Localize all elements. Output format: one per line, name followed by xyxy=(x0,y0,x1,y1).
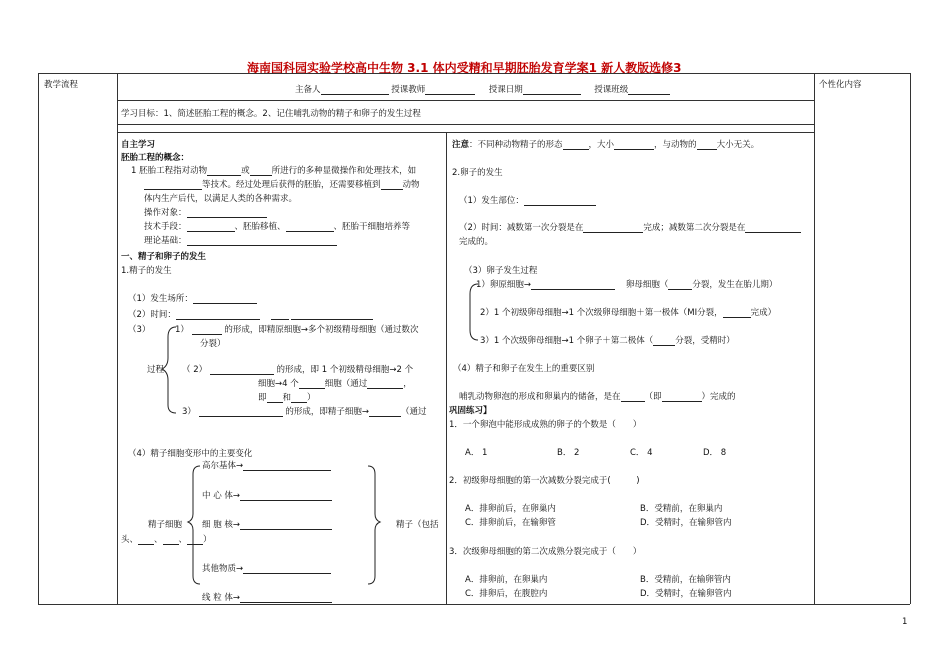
practice-heading: 巩固练习】 xyxy=(449,406,492,416)
text: 、胚胎移植、 xyxy=(234,222,286,232)
egg-process-bracket xyxy=(470,284,478,340)
page-title: 海南国科园实验学校高中生物 3.1 体内受精和早期胚胎发育学案1 新人教版选修3 xyxy=(247,61,682,75)
text: ，与动物的 xyxy=(654,140,697,150)
text: ）完成的 xyxy=(701,392,736,402)
text: 即 xyxy=(258,393,267,403)
text: 和 xyxy=(282,393,292,403)
text: （2）时间：减数第一次分裂是在 xyxy=(459,223,584,233)
q3-option-d[interactable]: D．受精时，在输卵管内 xyxy=(640,589,732,599)
q2-option-c[interactable]: C．排卵前后，在输卵管 xyxy=(465,518,556,528)
transform-heading: （4）精子细胞变形中的主要变化 xyxy=(128,449,253,459)
text: 分裂，受精时） xyxy=(675,336,735,346)
question-3: 3．次级卵母细胞的第二次成熟分裂完成于（ ） xyxy=(449,547,642,557)
text: 细胞（通过 xyxy=(324,379,368,389)
text: 的形成，即 1 个初级精母细胞→2 个 xyxy=(276,365,414,375)
text: 分裂，发生在胎儿期） xyxy=(692,280,778,290)
text: 完成） xyxy=(750,308,777,318)
text: ） xyxy=(307,393,316,403)
teacher-label: 授课教师 xyxy=(391,85,426,95)
q2-option-a[interactable]: A．排卵前后，在卵巢内 xyxy=(465,504,556,514)
q3-option-b[interactable]: B．受精前，在输卵管内 xyxy=(640,575,731,585)
learning-goal: 学习目标：1、简述胚胎工程的概念。2、记住哺乳动物的精子和卵子的发生过程 xyxy=(121,109,421,119)
sperm-cell-right-bracket xyxy=(368,466,380,584)
question-2: 2．初级卵母细胞的第一次减数分裂完成于( ) xyxy=(449,476,640,486)
text: （1）发生场所： xyxy=(128,294,193,304)
text: 其他物质→ xyxy=(202,564,244,574)
text: 完成；减数第二次分裂是在 xyxy=(643,223,746,233)
text: 高尔基体→ xyxy=(202,461,244,471)
text: （通过 xyxy=(400,407,427,417)
text: 大小无关。 xyxy=(716,140,760,150)
text: 、 xyxy=(154,535,163,545)
egg-process: （3）卵子发生过程 xyxy=(464,266,538,276)
text: 注意 xyxy=(452,140,470,150)
text: 或 xyxy=(241,166,250,176)
text: （2）时间： xyxy=(128,310,176,320)
text: ） xyxy=(203,535,212,545)
sperm-heading: 1.精子的发生 xyxy=(121,266,172,276)
text: （1）发生部位： xyxy=(459,196,524,206)
text: 细胞→4 个 xyxy=(258,379,299,389)
text: 1 胚胎工程指对动物 xyxy=(131,166,208,176)
text: 等技术。经过处理后获得的胚胎，还需要移植到 xyxy=(202,180,381,190)
difference-heading: （4）精子和卵子在发生上的重要区别 xyxy=(453,364,595,374)
col-label-flow: 教学流程 xyxy=(44,80,79,90)
step-1-cont: 分裂） xyxy=(200,339,226,349)
q3-option-c[interactable]: C．排卵后，在腹腔内 xyxy=(465,589,548,599)
q2-option-d[interactable]: D．受精时，在输卵管内 xyxy=(640,518,732,528)
text: 2）1 个初级卵母细胞→1 个次级卵母细胞＋第一极体（MⅠ分裂， xyxy=(480,308,723,318)
col-label-personal: 个性化内容 xyxy=(819,80,862,90)
text: 哺乳动物卵泡的形成和卵巢内的储备，是在 xyxy=(459,392,621,402)
process-label: 过程 xyxy=(147,365,165,375)
text: 线 粒 体→ xyxy=(202,593,241,603)
text: 的形成，即精原细胞→多个初级精母细胞（通过数次 xyxy=(224,325,419,335)
text: 的形成，即精子细胞→ xyxy=(285,407,369,417)
section-heading: 一、精子和卵子的发生 xyxy=(121,252,207,262)
q3-option-a[interactable]: A．排卵前，在卵巢内 xyxy=(465,575,548,585)
process-3-label: （3） xyxy=(128,325,151,335)
question-1: 1．一个卵泡中能形成成熟的卵子的个数是（ ） xyxy=(449,420,642,430)
text: 、胚胎干细胞培养等 xyxy=(333,222,411,232)
text: 所进行的多种显微操作和处理技术，如 xyxy=(271,166,417,176)
q1-option-b[interactable]: B． 2 xyxy=(557,448,580,458)
concept-heading: 胚胎工程的概念： xyxy=(121,153,190,163)
text: ， xyxy=(403,379,412,389)
q2-option-b[interactable]: B．受精前，在卵巢内 xyxy=(640,504,723,514)
sperm-cell-left-bracket xyxy=(188,466,200,584)
text: 操作对象： xyxy=(144,208,187,218)
text: （即 xyxy=(644,392,662,402)
text: 细 胞 核→ xyxy=(202,520,241,530)
text: 3） xyxy=(182,407,196,417)
q1-option-a[interactable]: A． 1 xyxy=(465,448,488,458)
q1-option-c[interactable]: C． 4 xyxy=(630,448,653,458)
date-label: 授课日期 xyxy=(488,85,523,95)
text: ，大小 xyxy=(588,140,615,150)
text: 1） xyxy=(175,325,189,335)
text: 理论基础： xyxy=(144,236,187,246)
sperm-cell-label: 精子细胞 xyxy=(148,520,183,530)
text: 头、 xyxy=(121,535,139,545)
text: ：不同种动物精子的形态 xyxy=(469,140,563,150)
process-bracket xyxy=(162,327,176,413)
text: 动物 xyxy=(402,180,420,190)
text: 技术手段： xyxy=(144,222,187,232)
text: 、 xyxy=(178,535,188,545)
text: （ 2） xyxy=(182,365,208,375)
q1-option-d[interactable]: D． 8 xyxy=(703,448,727,458)
preparer-label: 主备人 xyxy=(295,85,321,95)
text: 3）1 个次级卵母细胞→1 个卵子＋第二极体（ xyxy=(480,336,654,346)
text: 1）卵原细胞→ xyxy=(476,280,532,290)
egg-time-cont: 完成的。 xyxy=(459,237,494,247)
page-number: 1 xyxy=(902,617,908,627)
spermatozoon-label: 精子（包括 xyxy=(396,520,439,530)
text: 中 心 体→ xyxy=(202,491,241,501)
concept-line-3: 体内生产后代，以满足人类的各种需求。 xyxy=(144,194,298,204)
egg-heading: 2.卵子的发生 xyxy=(452,168,503,178)
self-study-heading: 自主学习 xyxy=(121,140,156,150)
class-label: 授课班级 xyxy=(594,85,629,95)
text: 卵母细胞（ xyxy=(625,280,669,290)
